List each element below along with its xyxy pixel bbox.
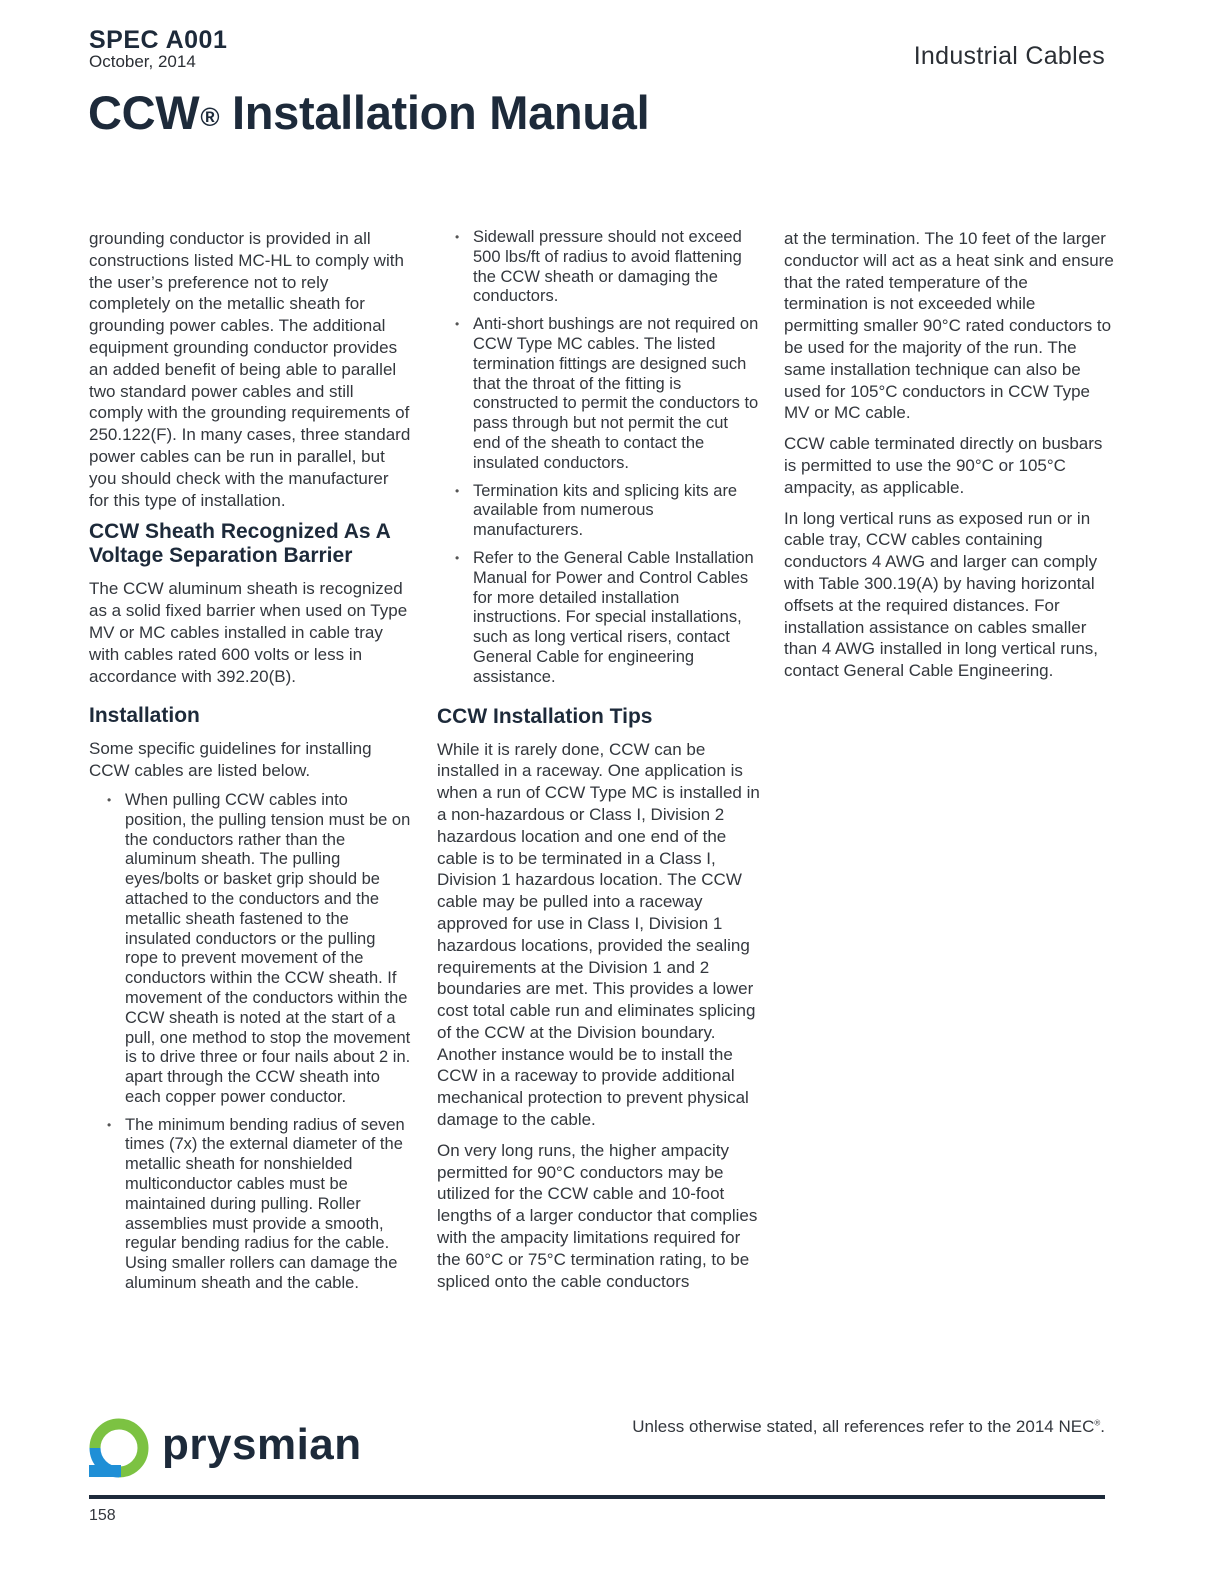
spec-code: SPEC A001	[89, 26, 228, 54]
title-brand: CCW	[88, 86, 200, 139]
list-item	[437, 315, 760, 473]
title-rest: Installation Manual	[219, 86, 650, 139]
column-1	[89, 228, 411, 1302]
heading-installation-tips: CCW Installation Tips	[437, 704, 653, 728]
note-text: Unless otherwise stated, all references refer to the 2014 NEC	[632, 1417, 1095, 1436]
column-3	[784, 228, 1114, 691]
paragraph-installation-intro: Some specific guidelines for installing CCW cables are listed below.	[89, 739, 372, 781]
paragraph-vertical-runs: In long vertical runs as exposed run or in cable tray, CCW cables containing conductors 4 AWG and larger can comply with Table 300.19(A) by having horizontal offsets at the required distances. For installation assistance on cables smaller than 4 AWG installed in long vertical runs, contact General Cable Engineering.	[784, 508, 1099, 681]
registered-mark: ®	[200, 102, 220, 132]
nec-reference-note	[632, 1417, 1105, 1437]
list-item	[437, 228, 760, 307]
list-item-text: Termination kits and splicing kits are available from numerous manufacturers.	[473, 481, 738, 540]
list-item-text: The minimum bending radius of seven times (7x) the external diameter of the metallic sheath for nonshielded multiconductor cables must be maintained during pulling. Roller assemblies must provide a smooth, regular bending radius for the cable. Using smaller rollers can damage the aluminum sheath and the cable.	[125, 1115, 405, 1293]
installation-guidelines-list	[89, 791, 411, 1294]
note-end: .	[1100, 1417, 1105, 1436]
bullet-icon: •	[107, 792, 112, 807]
paragraph-busbars: CCW cable terminated directly on busbars is permitted to use the 90°C or 105°C ampacity, as applicable.	[784, 434, 1103, 497]
bullet-icon: •	[455, 550, 460, 565]
footer-rule	[89, 1495, 1105, 1499]
document-title	[88, 86, 649, 140]
list-item	[89, 791, 411, 1108]
bullet-icon: •	[107, 1117, 112, 1132]
list-item	[437, 549, 760, 688]
bullet-icon: •	[455, 230, 460, 244]
installation-guidelines-list-continued	[437, 228, 760, 688]
category-label: Industrial Cables	[913, 42, 1105, 70]
paragraph-raceway: While it is rarely done, CCW can be installed in a raceway. One application is when a run of CCW Type MC is installed in a non-hazardous or Class I, Division 2 hazardous location and one end of the cable is to be terminated in a Class I, Division 1 hazardous location. The CCW cable may be pulled into a raceway approved for use in Class I, Division 1 hazardous locations, provided the sealing requirements at the Division 1 and 2 boundaries are met. This provides a lower cost total cable run and eliminates splicing of the CCW at the Division boundary. Another instance would be to install the CCW in a raceway to provide additional mechanical protection to prevent physical damage to the cable.	[437, 739, 760, 1130]
bullet-icon: •	[455, 317, 460, 332]
list-item-text: Sidewall pressure should not exceed 500 lbs/ft of radius to avoid flattening the CCW sheath or damaging the conductors.	[473, 228, 742, 306]
paragraph-termination: at the termination. The 10 feet of the larger conductor will act as a heat sink and ensure that the rated temperature of the termination is not exceeded while permitting smaller 90°C rated conductors to be used for the majority of the run. The same installation technique can also be used for 105°C conductors in CCW Type MV or MC cable.	[784, 229, 1114, 423]
heading-sheath-barrier: CCW Sheath Recognized As A Voltage Separation Barrier	[89, 520, 391, 568]
list-item	[89, 1116, 411, 1294]
paragraph-long-runs: On very long runs, the higher ampacity permitted for 90°C conductors may be utilized for the CCW cable and 10-foot lengths of a larger conductor that complies with the ampacity limitations required for the 60°C or 75°C termination rating, to be spliced onto the cable conductors	[437, 1140, 758, 1291]
spec-date: October, 2014	[89, 52, 196, 71]
registered-mark: ®	[1094, 1418, 1101, 1428]
list-item	[437, 482, 760, 541]
paragraph-grounding: grounding conductor is provided in all constructions listed MC-HL to comply with the user’s preference not to rely completely on the metallic sheath for grounding power cables. The additional equipment grounding conductor provides an added benefit of being able to parallel two standard power cables and still comply with the grounding requirements of 250.122(F). In many cases, three standard power cables can be run in parallel, but you should check with the manufacturer for this type of installation.	[89, 229, 411, 510]
heading-installation: Installation	[89, 704, 200, 728]
logo-wordmark: prysmian	[162, 1420, 362, 1469]
page-number: 158	[89, 1507, 116, 1524]
list-item-text: Refer to the General Cable Installation Manual for Power and Control Cables for more detailed installation instructions. For special installations, such as long vertical risers, contact General Cable for engineering assistance.	[473, 548, 754, 686]
column-2	[437, 228, 760, 1301]
bullet-icon: •	[455, 483, 460, 498]
list-item-text: When pulling CCW cables into position, the pulling tension must be on the conductors rather than the aluminum sheath. The pulling eyes/bolts or basket grip should be attached to the conductors and the metallic sheath fastened to the insulated conductors or the pulling rope to prevent movement of the conductors within the CCW sheath. If movement of the conductors within the CCW sheath is noted at the start of a pull, one method to stop the movement is to drive three or four nails about 2 in. apart through the CCW sheath into each copper power conductor.	[125, 790, 411, 1106]
paragraph-sheath-barrier: The CCW aluminum sheath is recognized as a solid fixed barrier when used on Type MV or MC cables installed in cable tray with cables rated 600 volts or less in accordance with 392.20(B).	[89, 579, 408, 686]
list-item-text: Anti-short bushings are not required on CCW Type MC cables. The listed termination fittings are designed such that the throat of the fitting is constructed to permit the conductors to pass through but not permit the cut end of the sheath to contact the insulated conductors.	[473, 315, 759, 472]
